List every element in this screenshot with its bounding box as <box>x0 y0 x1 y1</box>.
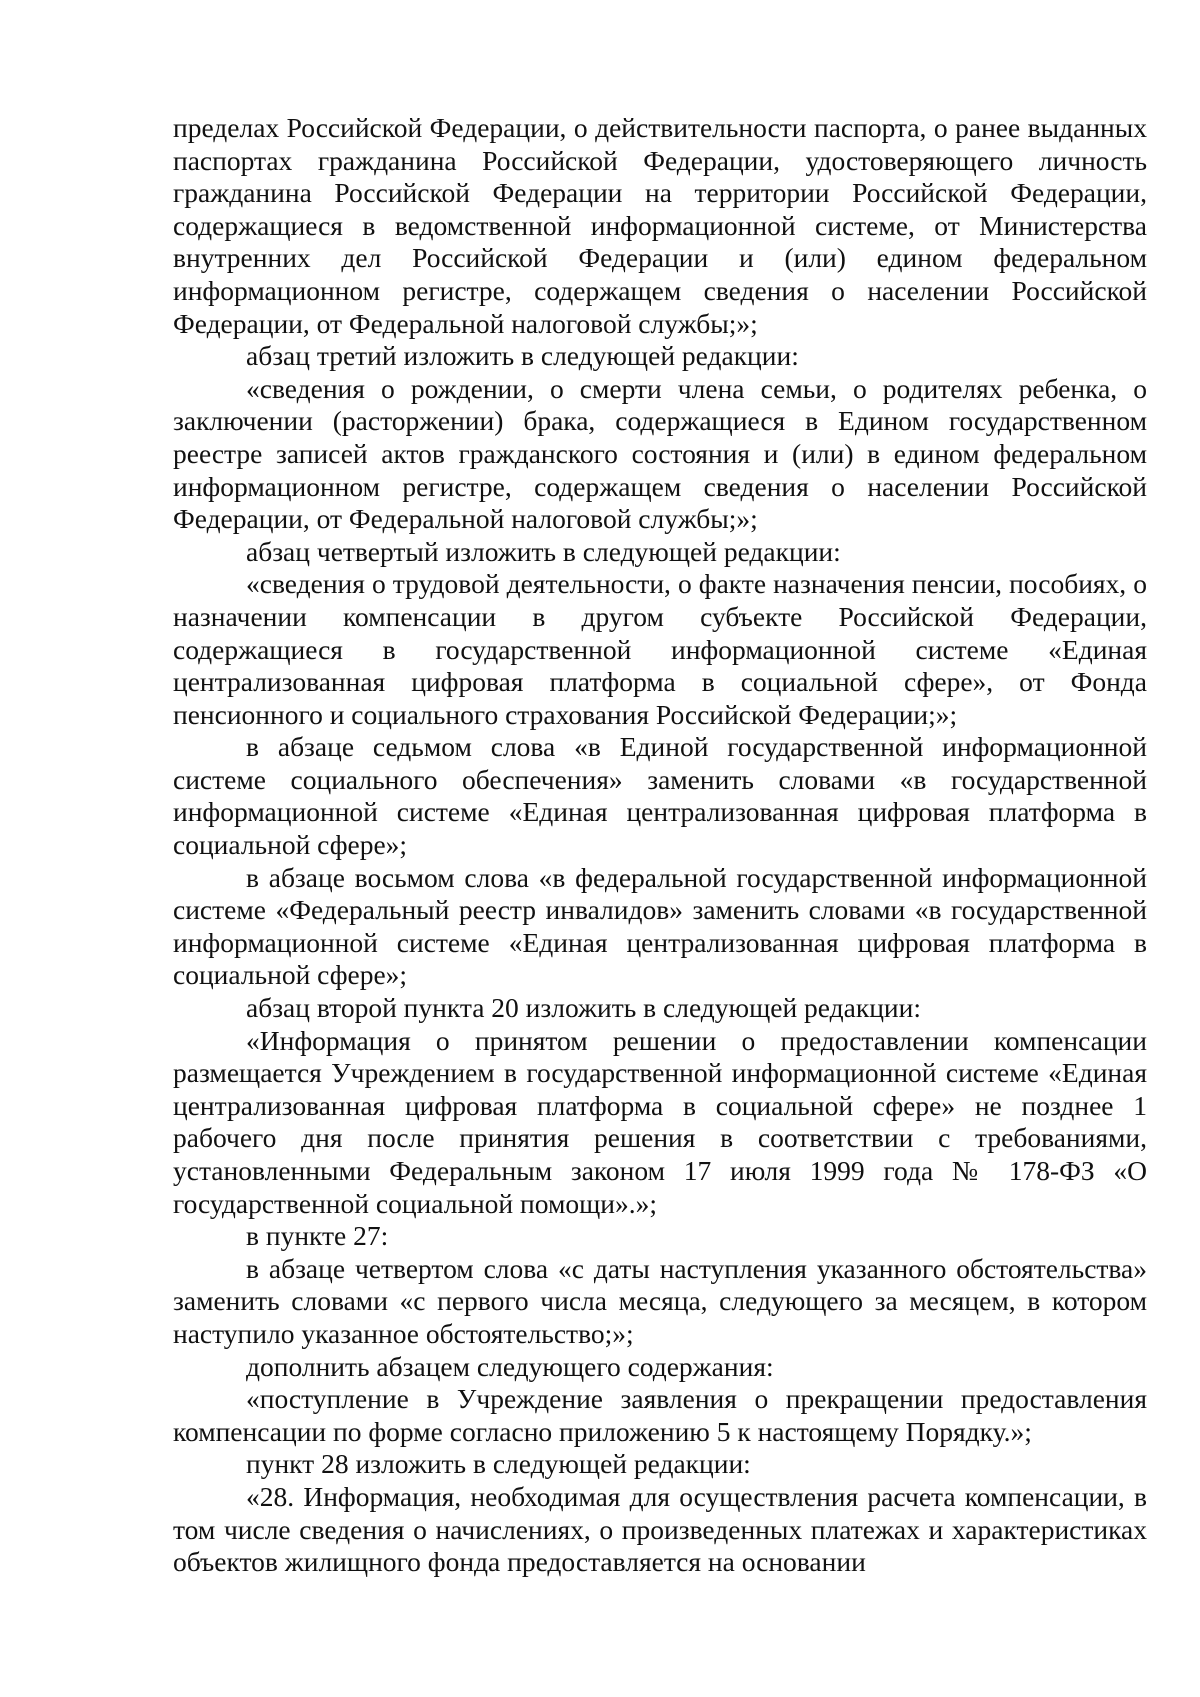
paragraph-last: «28. Информация, необходимая для осуществления расчета компенсации, в том числе сведения о начислениях, о произведенных платежах и характеристиках объектов жилищного фонда предоставляется на основании <box>173 1480 1147 1578</box>
paragraph: «поступление в Учреждение заявления о прекращении предоставления компенсации по форме согласно приложению 5 к настоящему Порядку.»; <box>173 1383 1147 1447</box>
paragraph: пункт 28 изложить в следующей редакции: <box>246 1448 751 1480</box>
document-body <box>173 112 1147 1579</box>
paragraph: в абзаце седьмом слова «в Единой государственной информационной системе социального обеспечения» заменить словами «в государственной информационной системе «Единая централизованная цифровая платформа в социальной сфере»; <box>173 731 1147 861</box>
paragraph: в абзаце восьмом слова «в федеральной государственной информационной системе «Федеральный реестр инвалидов» заменить словами «в государственной информационной системе «Единая централизованная цифровая платформа в социальной сфере»; <box>173 861 1147 991</box>
paragraph: абзац третий изложить в следующей редакции: <box>246 340 799 372</box>
paragraph: абзац второй пункта 20 изложить в следующей редакции: <box>246 992 921 1024</box>
paragraph: «Информация о принятом решении о предоставлении компенсации размещается Учреждением в государственной информационной системе «Единая централизованная цифровая платформа в социальной сфере» не позднее 1 рабочего дня после принятия решения в соответствии с требованиями, установленными Федеральным законом 17 июля 1999 года № 178-ФЗ «О государственной социальной помощи».»; <box>173 1024 1147 1219</box>
paragraph: в пункте 27: <box>246 1220 389 1252</box>
paragraph: дополнить абзацем следующего содержания: <box>246 1350 774 1382</box>
paragraph: абзац четвертый изложить в следующей редакции: <box>246 535 841 567</box>
paragraph: «сведения о трудовой деятельности, о факте назначения пенсии, пособиях, о назначении компенсации в другом субъекте Российской Федерации, содержащиеся в государственной информационной системе «Единая централизованная цифровая платформа в социальной сфере», от Фонда пенсионного и социального страхования Российской Федерации;»; <box>173 568 1147 730</box>
paragraph: в абзаце четвертом слова «с даты наступления указанного обстоятельства» заменить словами «с первого числа месяца, следующего за месяцем, в котором наступило указанное обстоятельство;»; <box>173 1252 1147 1349</box>
paragraph-continuation: пределах Российской Федерации, о действительности паспорта, о ранее выданных паспортах гражданина Российской Федерации, удостоверяющего личность гражданина Российской Федерации на территории Российской Федерации, содержащиеся в ведомственной информационной системе, от Министерства внутренних дел Российской Федерации и (или) едином федеральном информационном регистре, содержащем сведения о населении Российской Федерации, от Федеральной налоговой службы;»; <box>173 112 1147 339</box>
paragraph: «сведения о рождении, о смерти члена семьи, о родителях ребенка, о заключении (расторжении) брака, содержащиеся в Едином государственном реестре записей актов гражданского состояния и (или) в едином федеральном информационном регистре, содержащем сведения о населении Российской Федерации, от Федеральной налоговой службы;»; <box>173 372 1147 535</box>
